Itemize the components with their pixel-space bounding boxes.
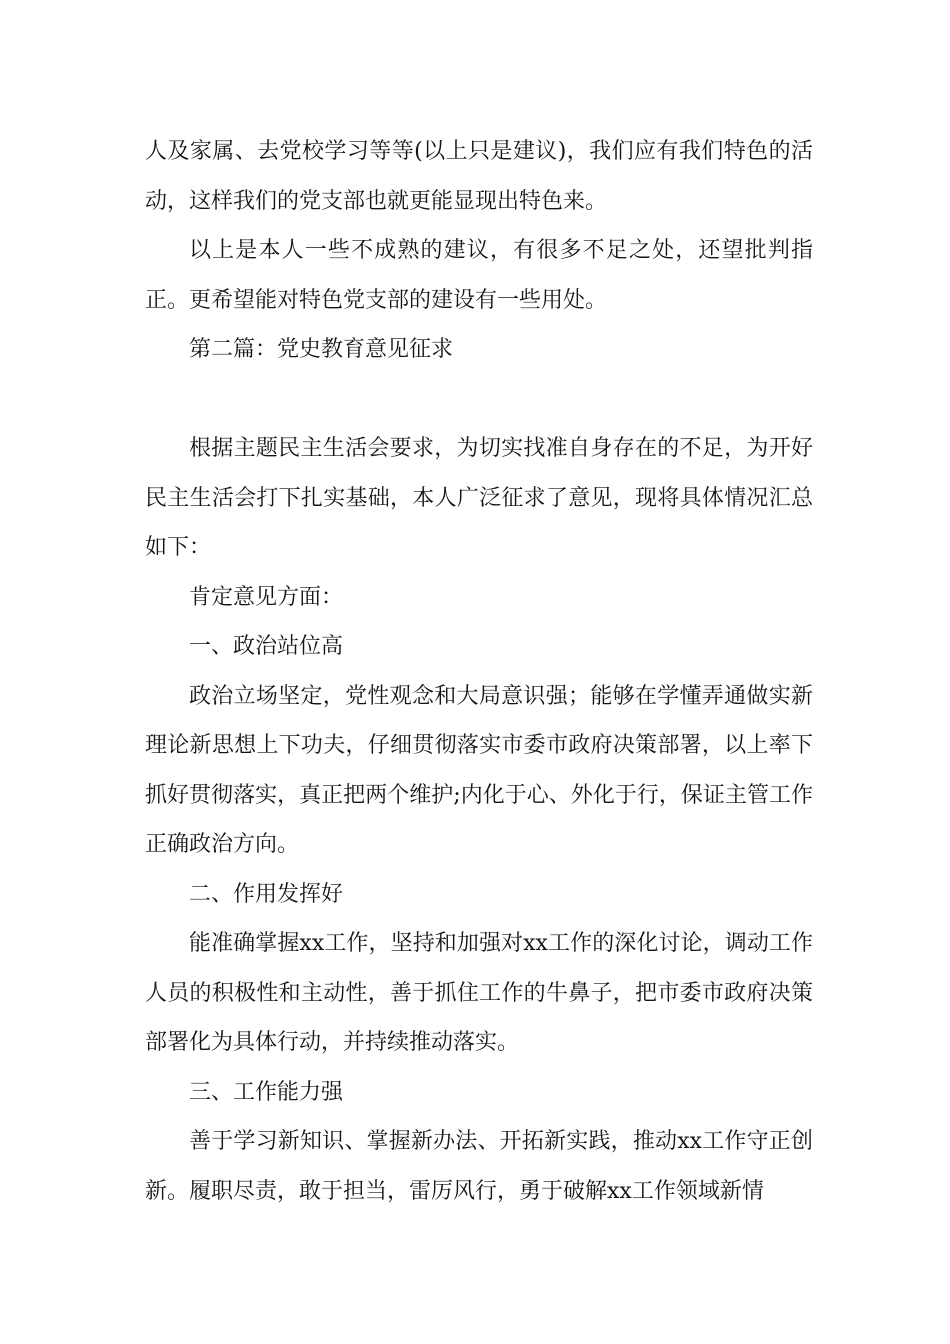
paragraph-closing-remarks: 以上是本人一些不成熟的建议，有很多不足之处，还望批判指正。更希望能对特色党支部的建设有一些用处。 <box>145 238 813 313</box>
item-heading-3: 三、工作能力强 <box>189 1079 344 1105</box>
paragraph-continuation: 人及家属、去党校学习等等(以上只是建议)，我们应有我们特色的活动，这样我们的党支部也就更能显现出特色来。 <box>145 139 813 214</box>
subheading-positive-opinions: 肯定意见方面： <box>189 584 344 610</box>
item-heading-2: 二、作用发挥好 <box>189 881 344 907</box>
item-body-1: 政治立场坚定，党性观念和大局意识强；能够在学懂弄通做实新理论新思想上下功夫，仔细贯彻落实市委市政府决策部署，以上率下抓好贯彻落实，真正把两个维护;内化于心、外化于行，保证主管工作正确政治方向。 <box>145 683 813 857</box>
item-body-2: 能准确掌握xx工作，坚持和加强对xx工作的深化讨论，调动工作人员的积极性和主动性，善于抓住工作的牛鼻子，把市委市政府决策部署化为具体行动，并持续推动落实。 <box>145 931 813 1055</box>
item-heading-1: 一、政治站位高 <box>189 634 344 659</box>
section-heading: 第二篇：党史教育意见征求 <box>189 337 454 362</box>
document-body <box>145 127 813 1216</box>
item-body-3: 善于学习新知识、掌握新办法、开拓新实践，推动xx工作守正创新。履职尽责，敢于担当，雷厉风行，勇于破解xx工作领域新情 <box>145 1129 813 1204</box>
paragraph-intro: 根据主题民主生活会要求，为切实找准自身存在的不足，为开好民主生活会打下扎实基础，本人广泛征求了意见，现将具体情况汇总如下： <box>145 436 813 560</box>
blank-line <box>145 375 813 425</box>
